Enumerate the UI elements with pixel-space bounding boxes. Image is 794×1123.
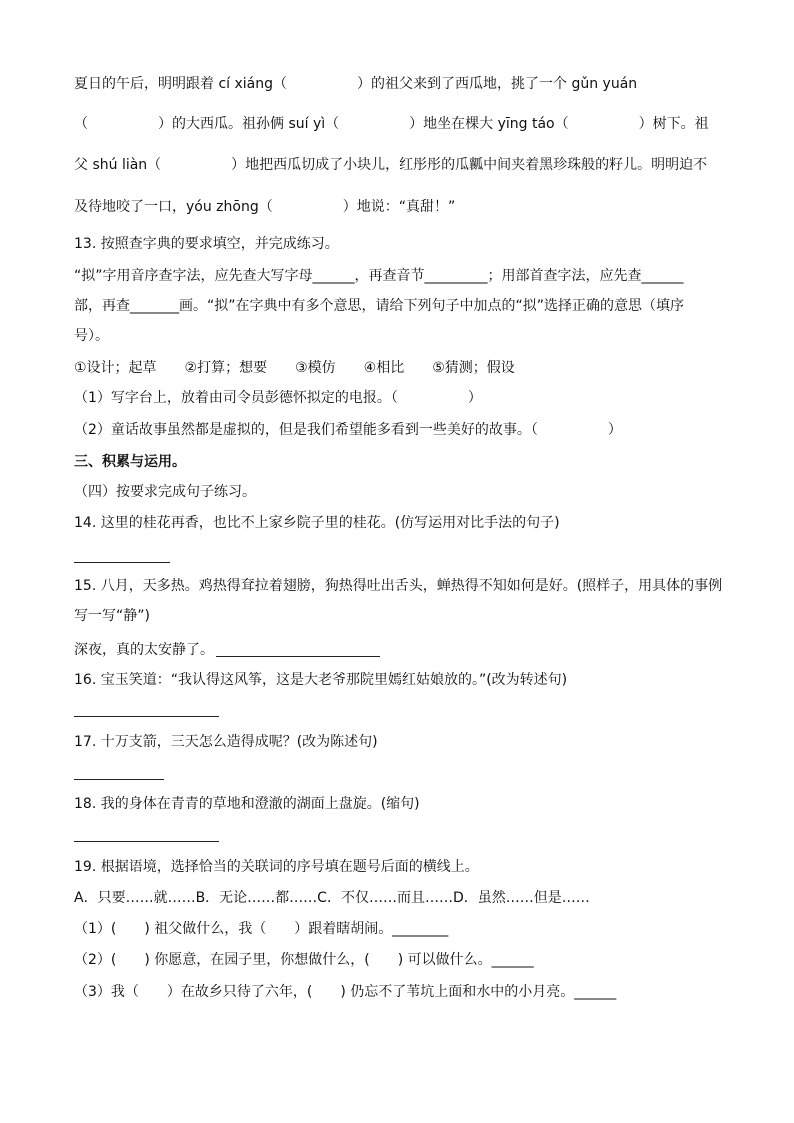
q19-sub-3: （3）我（ ）在故乡只待了六年，( ) 仍忘不了苇坑上面和水中的小月亮。______	[74, 984, 617, 1000]
q16-text: 16. 宝玉笑道：“我认得这风筝，这是大老爷那院里嫣红姑娘放的。”(改为转述句)	[74, 672, 568, 688]
passage-line-1: 夏日的午后，明明跟着 cí xiáng（ ）的祖父来到了西瓜地，挑了一个 gǔn yuán	[74, 76, 638, 92]
section-3-title: 三、积累与运用。	[74, 454, 186, 470]
passage-line-3: 父 shú liàn（ ）地把西瓜切成了小块儿，红彤彤的瓜瓤中间夹着黑珍珠般的籽儿。明明迫不	[74, 157, 708, 173]
q13-sub-2: （2）童话故事虽然都是虚拟的，但是我们希望能多看到一些美好的故事。（ ）	[74, 422, 622, 438]
q18-answer-line[interactable]	[74, 841, 219, 842]
q15-line-2: 写一写“静”)	[74, 608, 150, 624]
q13-line-2: 部，再查_______画。“拟”在字典中有多个意思，请给下列句子中加点的“拟”选择正确的意思（填序	[74, 298, 685, 314]
q19-title: 19. 根据语境，选择恰当的关联词的序号填在题号后面的横线上。	[74, 859, 479, 875]
q15-answer-line[interactable]	[216, 656, 380, 657]
q15-line-1: 15. 八月，天多热。鸡热得耷拉着翅膀，狗热得吐出舌头，蝉热得不知如何是好。(照样子，用具体的事例	[74, 578, 723, 594]
passage-line-4: 及待地咬了一口，yóu zhōng（ ）地说：“真甜！”	[74, 199, 456, 215]
q19-options: A．只要……就……B．无论……都……C．不仅……而且……D．虽然……但是……	[74, 890, 590, 906]
q13-title: 13. 按照查字典的要求填空，并完成练习。	[74, 236, 339, 252]
q14-text: 14. 这里的桂花再香，也比不上家乡院子里的桂花。(仿写运用对比手法的句子)	[74, 515, 560, 531]
q13-line-3: 号）。	[74, 328, 109, 344]
q16-answer-line[interactable]	[74, 716, 219, 717]
q13-options: ①设计；起草 ②打算；想要 ③模仿 ④相比 ⑤猜测；假设	[74, 360, 515, 376]
section-3-subtitle: （四）按要求完成句子练习。	[74, 484, 256, 500]
q14-answer-line[interactable]	[74, 562, 170, 563]
q19-sub-1: （1）( ) 祖父做什么，我（ ）跟着瞎胡闹。________	[74, 921, 449, 937]
q13-sub-1: （1）写字台上，放着由司令员彭德怀拟定的电报。（ ）	[74, 390, 482, 406]
q17-answer-line[interactable]	[74, 779, 164, 780]
q19-sub-2: （2）( ) 你愿意，在园子里，你想做什么，( ) 可以做什么。______	[74, 952, 534, 968]
q18-text: 18. 我的身体在青青的草地和澄澈的湖面上盘旋。(缩句)	[74, 796, 420, 812]
q17-text: 17. 十万支箭，三天怎么造得成呢？(改为陈述句)	[74, 734, 378, 750]
q15-prompt: 深夜，真的太安静了。	[74, 642, 214, 658]
passage-line-2: （ ）的大西瓜。祖孙俩 suí yì（ ）地坐在棵大 yīng táo（ ）树下。祖	[74, 116, 709, 132]
q13-line-1: “拟”字用音序查字法，应先查大写字母______，再查音节_________；用部首查字法，应先查______	[74, 268, 684, 284]
